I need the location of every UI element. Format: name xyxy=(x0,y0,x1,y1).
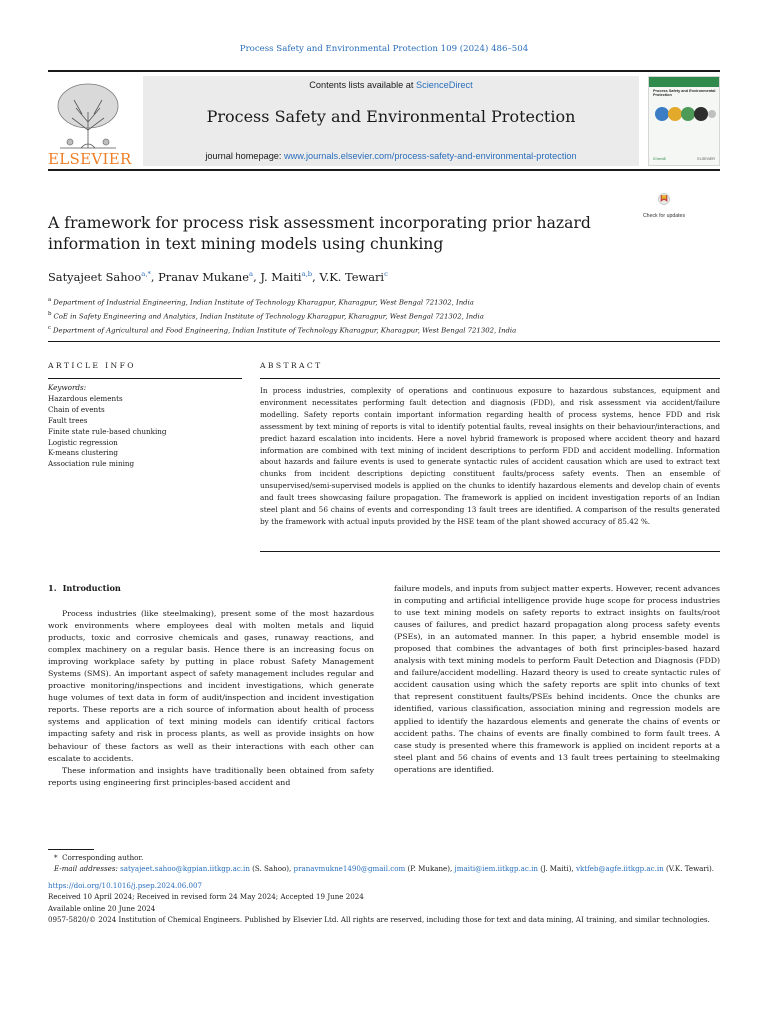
section-title: Introduction xyxy=(62,583,121,593)
author-name[interactable]: V.K. Tewari xyxy=(319,270,385,284)
author-affiliation-mark[interactable]: a,b xyxy=(301,270,313,279)
article-info-heading: ARTICLE INFO xyxy=(48,361,136,370)
keyword-item: Hazardous elements xyxy=(48,393,123,403)
journal-cover-thumbnail[interactable] xyxy=(648,76,720,166)
section-divider xyxy=(48,341,720,342)
email-link[interactable]: jmaiti@iem.iitkgp.ac.in xyxy=(454,864,538,874)
author-name[interactable]: Pranav Mukane xyxy=(158,270,249,284)
footnote-rule xyxy=(48,849,94,850)
article-info-rule xyxy=(48,378,242,379)
cover-graphic-icon xyxy=(653,103,717,125)
cover-footer-left: IChemE xyxy=(653,157,666,161)
footnote-mark: * xyxy=(54,853,58,862)
email-owner: (S. Sahoo), xyxy=(249,864,294,874)
author-separator: , xyxy=(312,270,320,284)
check-for-updates-icon[interactable] xyxy=(646,193,682,215)
body-column-right xyxy=(394,583,720,776)
keywords-block xyxy=(48,383,242,470)
body-column-left xyxy=(48,583,374,789)
email-label: E-mail addresses: xyxy=(54,864,118,874)
keyword-item: Chain of events xyxy=(48,404,105,414)
affiliation-text: Department of Industrial Engineering, Indian Institute of Technology Kharagpur, Kharagpur, West Bengal 721302, India xyxy=(53,298,474,307)
affiliation-item xyxy=(48,309,688,323)
homepage-label: journal homepage: xyxy=(205,151,285,161)
journal-homepage-line xyxy=(143,151,639,161)
article-title: A framework for process risk assessment incorporating prior hazard information in text mining models using chunking xyxy=(48,214,591,253)
section-heading-introduction xyxy=(48,583,374,593)
journal-homepage-link[interactable]: www.journals.elsevier.com/process-safety-and-environmental-protection xyxy=(284,151,577,161)
body-paragraph: Process industries (like steelmaking), present some of the most hazardous work environments where employees deal with molten metals and liquid products, toxic and corrosive chemicals and gases, runaway reactions, and complex machinery on a regular basis. Hence there is an increasing focus on improving workplace safety by putting in place robust Safety Management Systems (SMS). An important aspect of safety management includes regular and proactive monitoring/inspections and incident investigations, which generate huge volumes of text data in form of audit/inspection and incident investigation reports. These reports are a rich source of information about health of process systems and application of text mining models can identify critical factors impacting safety and risk in process plants, as well as provide insights on how behaviour of these factors as well as their interactions with each other can escalate to accidents. xyxy=(48,609,374,763)
cover-footer-right: ELSEVIER xyxy=(697,157,715,161)
keyword-item: Logistic regression xyxy=(48,437,118,447)
corresponding-author-note xyxy=(48,852,720,863)
author-affiliation-mark[interactable]: a,* xyxy=(141,270,151,279)
doi-line xyxy=(48,880,720,891)
available-online-date: Available online 20 June 2024 xyxy=(48,903,156,913)
affiliation-text: Department of Agricultural and Food Engineering, Indian Institute of Technology Kharagpur, Kharagpur, West Bengal 721302, India xyxy=(53,325,517,334)
journal-reference-link[interactable]: Process Safety and Environmental Protection 109 (2024) 486–504 xyxy=(239,44,529,54)
copyright-notice: 0957-5820/© 2024 Institution of Chemical Engineers. Published by Elsevier Ltd. All rights are reserved, including those for text and data mining, AI training, and similar technologies. xyxy=(48,915,710,925)
masthead-top-rule xyxy=(48,70,720,72)
author-affiliation-mark[interactable]: a xyxy=(249,270,254,279)
cover-band xyxy=(649,77,719,87)
email-addresses xyxy=(48,863,720,874)
corresponding-author-text: Corresponding author. xyxy=(62,853,144,862)
email-link[interactable]: vktfeb@agfe.iitkgp.ac.in xyxy=(575,864,664,874)
author-separator: , xyxy=(150,270,159,284)
elsevier-wordmark: ELSEVIER xyxy=(48,150,132,168)
author-list xyxy=(48,270,648,284)
abstract-rule xyxy=(260,378,720,379)
keyword-item: Fault trees xyxy=(48,415,88,425)
email-link[interactable]: satyajeet.sahoo@kgpian.iitkgp.ac.in xyxy=(120,864,250,874)
check-for-updates-label[interactable]: Check for updates xyxy=(642,213,686,219)
abstract-end-rule xyxy=(260,551,720,552)
received-dates: Received 10 April 2024; Received in revised form 24 May 2024; Accepted 19 June 2024 xyxy=(48,892,364,902)
affiliation-mark: b xyxy=(48,310,52,317)
affiliation-text: CoE in Safety Engineering and Analytics, Indian Institute of Technology Kharagpur, Kharagpur, West Bengal 721302, India xyxy=(53,312,484,321)
cover-title: Process Safety and Environmental Protection xyxy=(653,89,716,98)
section-number: 1. xyxy=(48,583,57,593)
affiliation-mark: a xyxy=(48,297,52,303)
affiliation-list xyxy=(48,295,688,336)
affiliation-mark: c xyxy=(48,324,52,331)
journal-name: Process Safety and Environmental Protection xyxy=(206,107,576,126)
author-name[interactable]: Satyajeet Sahoo xyxy=(48,270,142,284)
footnotes xyxy=(48,852,720,925)
email-owner: (V.K. Tewari). xyxy=(663,864,715,874)
author-separator: , xyxy=(253,270,261,284)
body-paragraph: failure models, and inputs from subject matter experts. However, recent advances in computing and artificial intelligence provide huge scope for process industries to use text mining models on safety reports to extract insights on faults/root causes of failures, and predict hazard propagation along process safety events (PSEs), in an automated manner. In this paper, a hybrid ensemble model is proposed that combines the advantages of both first principles-based hazard analysis with text mining models to perform Fault Detection and Diagnosis (FDD) and failure/accident modelling. Hazard theory is used to create syntactic rules of accident causation using which the safety reports are split into chunks of text that represent constituent faults/PSEs behind incidents. Once the chunks are identified, various classification, association mining and regression models are applied to identify the hazardous elements and generate the chains of events or accident paths. The chains of events are finally combined to form fault trees. A case study is presented where this framework is applied on incident reports at a steel plant and 56 chains of events and 13 fault trees pertaining to steelmaking operations are identified. xyxy=(394,584,720,774)
keyword-item: Finite state rule-based chunking xyxy=(48,426,167,436)
keyword-item: Association rule mining xyxy=(48,459,135,469)
affiliation-item xyxy=(48,295,688,309)
body-paragraph: These information and insights have traditionally been obtained from safety reports using engineering first principles-based accident and xyxy=(48,765,374,787)
masthead-bottom-rule xyxy=(48,169,720,171)
abstract-text: In process industries, complexity of operations and continuous exposure to hazardous substances, equipment and environment necessitates performing fault detection and diagnosis (FDD), and risk assessment via accident/failure modelling. Safety reports contain important information regarding health of process systems, hence FDD and risk assessment by text mining of reports is vital to identify potential faults, reveal insights on their behaviour/interactions, and predict hazard escalation into incidents. Here a novel hybrid framework is proposed where accident theory and hazard information are combined with text mining of incident descriptions to perform FDD and accident modelling. Information about hazards and failure events is used to generate syntactic rules of accident causation which are used to extract text chunks from incident descriptions depicting constituent faults/process safety events. Then an ensemble of unsupervised/semi-supervised models is applied on the chunks to identify hazardous elements and develop chain of events and fault trees showcasing failure propagation. The framework is applied on incident investigation reports of an Indian steel plant and 56 chains of events and corresponding 13 fault trees are identified. A comparison of the results generated by the framework with actual inputs provided by the HSE team of the plant showed accuracy of 85.42 %. xyxy=(260,386,720,526)
contents-prefix: Contents lists available at xyxy=(309,80,417,90)
doi-link[interactable]: https://doi.org/10.1016/j.psep.2024.06.007 xyxy=(48,880,203,890)
sciencedirect-link[interactable]: ScienceDirect xyxy=(416,80,473,90)
contents-line xyxy=(143,80,639,90)
affiliation-item xyxy=(48,323,688,337)
author-affiliation-mark[interactable]: c xyxy=(384,270,388,279)
author-name[interactable]: J. Maiti xyxy=(260,270,302,284)
keywords-label: Keywords: xyxy=(48,383,87,392)
email-owner: (J. Maiti), xyxy=(537,864,576,874)
abstract-heading: ABSTRACT xyxy=(260,361,323,370)
keyword-item: K-means clustering xyxy=(48,448,118,458)
email-owner: (P. Mukane), xyxy=(405,864,455,874)
email-link[interactable]: pranavmukne1490@gmail.com xyxy=(293,864,406,874)
